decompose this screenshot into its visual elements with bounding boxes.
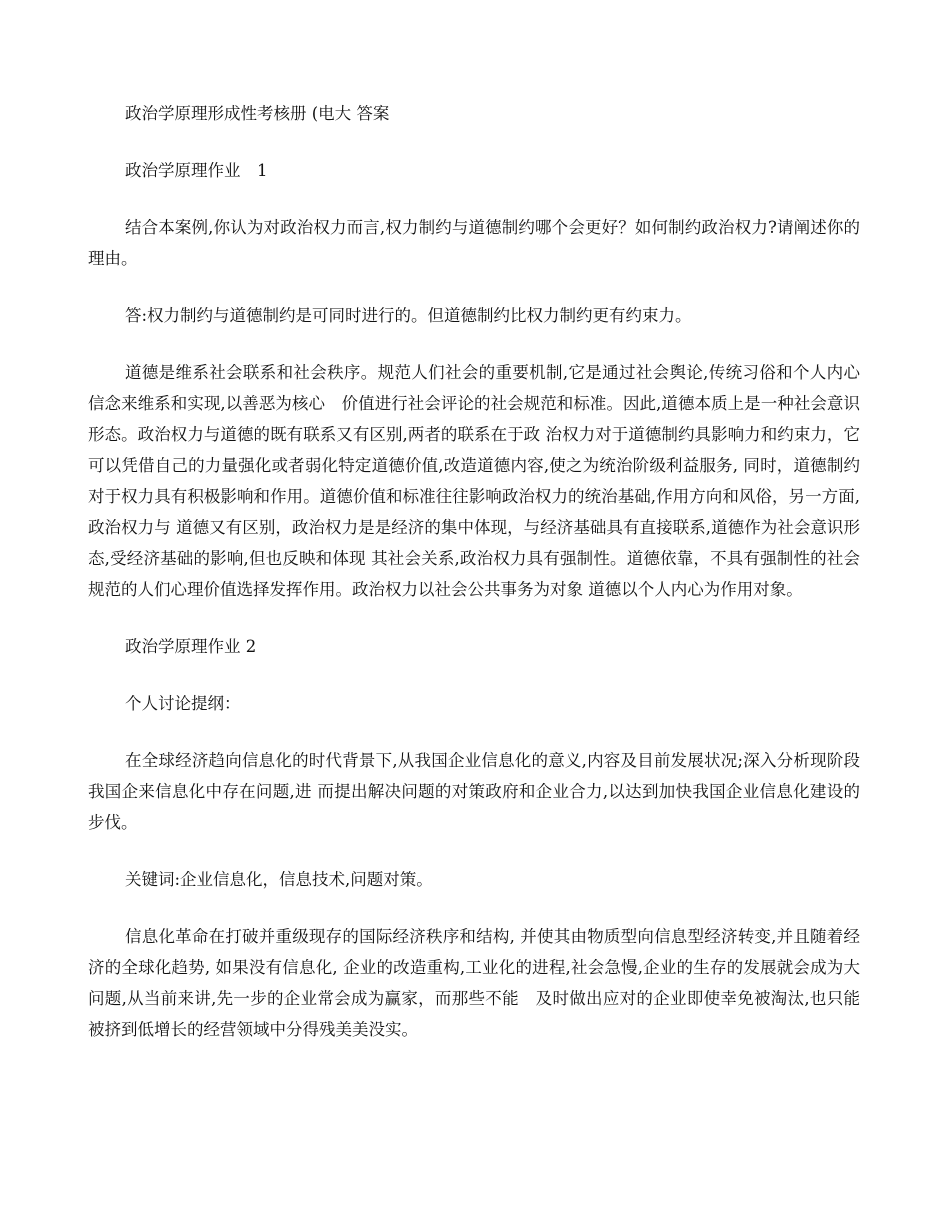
outline-heading: 个人讨论提纲： (125, 694, 241, 713)
section-heading-assignment-1: 政治学原理作业 1 (125, 161, 268, 180)
document-body (88, 98, 860, 1071)
keywords-paragraph: 关键词:企业信息化，信息技术,问题对策。 (125, 870, 433, 889)
question-paragraph: 结合本案例,你认为对政治权力而言,权力制约与道德制约哪个会更好？如何制约政治权力?请阐述你的理由。 (88, 218, 860, 268)
body-paragraph-morality: 道德是维系社会联系和社会秩序。规范人们社会的重要机制,它是通过社会舆论,传统习俗和个人内心信念来维系和实现,以善恶为核心 价值进行社会评论的社会规范和标准。因此,道德本质上是一种社会意识形态。政治权力与道德的既有联系又有区别,两者的联系在于政 治权力对于道德制约具影响力和约束力，它可以凭借自己的力量强化或者弱化特定道德价值,改造道德内容,使之为统治阶级利益服务, 同时，道德制约对于权力具有积极影响和作用。道德价值和标准往往影响政治权力的统治基础,作用方向和风俗，另一方面,政治权力与 道德又有区别，政治权力是是经济的集中体现，与经济基础具有直接联系,道德作为社会意识形态,受经济基础的影响,但也反映和体现 其社会关系,政治权力具有强制性。道德依靠，不具有强制性的社会规范的人们心理价值选择发挥作用。政治权力以社会公共事务为对象 道德以个人内心为作用对象。 (88, 363, 860, 599)
answer-paragraph: 答:权力制约与道德制约是可同时进行的。但道德制约比权力制约更有约束力。 (125, 306, 692, 325)
body-paragraph-informatization: 在全球经济趋向信息化的时代背景下,从我国企业信息化的意义,内容及目前发展状况;深入分析现阶段我国企来信息化中存在问题,进 而提出解决问题的对策政府和企业合力,以达到加快我国企业信息化建设的步伐。 (88, 751, 860, 832)
document-title: 政治学原理形成性考核册 (电大 答案 (125, 104, 390, 123)
section-heading-assignment-2: 政治学原理作业 2 (125, 637, 257, 656)
body-paragraph-revolution: 信息化革命在打破并重级现存的国际经济秩序和结构, 并使其由物质型向信息型经济转变,并且随着经济的全球化趋势, 如果没有信息化, 企业的改造重构,工业化的进程,社会急慢,企业的生存的发展就会成为大问题,从当前来讲,先一步的企业常会成为赢家，而那些不能 及时做出应对的企业即使幸免被淘汰,也只能被挤到低增长的经营领域中分得残美美没实。 (88, 927, 860, 1039)
